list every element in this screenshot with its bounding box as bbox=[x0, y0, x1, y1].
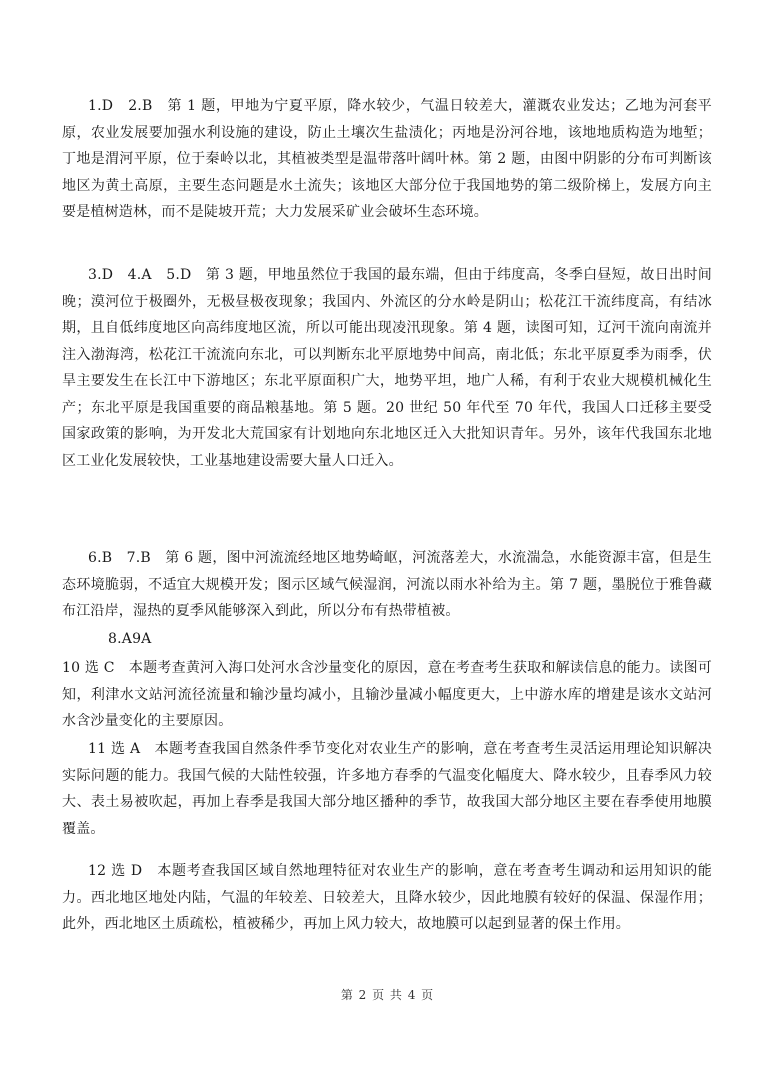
answer-paragraph-12: 12 选 D 本题考查我国区域自然地理特征对农业生产的影响，意在考查考生调动和运用知识的能力。西北地区地处内陆，气温的年较差、日较差大，且降水较少，因此地膜有较好的保温、保湿作用；此外，西北地区土质疏松，植被稀少，再加上风力较大，故地膜可以起到显著的保土作用。 bbox=[62, 863, 712, 932]
answer-paragraph-1-2: 1.D 2.B 第 1 题，甲地为宁夏平原，降水较少，气温日较差大，灌溉农业发达；乙地为河套平原，农业发展要加强水利设施的建设，防止土壤次生盐渍化；丙地是汾河谷地，该地地质构造为地堑；丁地是渭河平原，位于秦岭以北，其植被类型是温带落叶阔叶林。第 2 题，由图中阴影的分布可判断该地区为黄土高原，主要生态问题是水土流失；该地区大部分位于我国地势的第二级阶梯上，发展方向主要是植树造林，而不是陡坡开荒；大力发展采矿业会破坏生态环境。 bbox=[62, 98, 712, 220]
answer-paragraph-11: 11 选 A 本题考查我国自然条件季节变化对农业生产的影响，意在考查考生灵活运用理论知识解决实际问题的能力。我国气候的大陆性较强，许多地方春季的气温变化幅度大、降水较少，且春季风力较大、表土易被吹起，再加上春季是我国大部分地区播种的季节，故我国大部分地区主要在春季使用地膜覆盖。 bbox=[62, 741, 712, 837]
answer-paragraph-6-7: 6.B 7.B 第 6 题，图中河流流经地区地势崎岖，河流落差大，水流湍急，水能资源丰富，但是生态环境脆弱，不适宜大规模开发；图示区域气候湿润，河流以雨水补给为主。第 7 题，墨脱位于雅鲁藏布江沿岸，湿热的夏季风能够深入到此，所以分布有热带植被。 bbox=[62, 550, 712, 619]
answer-paragraph-8-9: 8.A9A bbox=[108, 631, 152, 647]
answer-paragraph-3-5: 3.D 4.A 5.D 第 3 题，甲地虽然位于我国的最东端，但由于纬度高，冬季白昼短，故日出时间晚；漠河位于极圈外，无极昼极夜现象；我国内、外流区的分水岭是阴山；松花江干流纬度高，有结冰期，且自低纬度地区向高纬度地区流，所以可能出现凌汛现象。第 4 题，读图可知，辽河干流向南流并注入渤海湾，松花江干流流向东北，可以判断东北平原地势中间高，南北低；东北平原夏季为雨季，伏旱主要发生在长江中下游地区；东北平原面积广大，地势平坦，地广人稀，有利于农业大规模机械化生产；东北平原是我国重要的商品粮基地。第 5 题。20 世纪 50 年代至 70 年代，我国人口迁移主要受国家政策的影响，为开发北大荒国家有计划地向东北地区迁入大批知识青年。另外，该年代我国东北地区工业化发展较快，工业基地建设需要大量人口迁入。 bbox=[62, 267, 712, 469]
answer-paragraph-10: 10 选 C 本题考查黄河入海口处河水含沙量变化的原因，意在考查考生获取和解读信息的能力。读图可知，利津水文站河流径流量和输沙量均减小，且输沙量减小幅度更大，上中游水库的增建是该水文站河水含沙量变化的主要原因。 bbox=[62, 660, 712, 729]
page-number-footer: 第 2 页 共 4 页 bbox=[340, 988, 435, 1002]
